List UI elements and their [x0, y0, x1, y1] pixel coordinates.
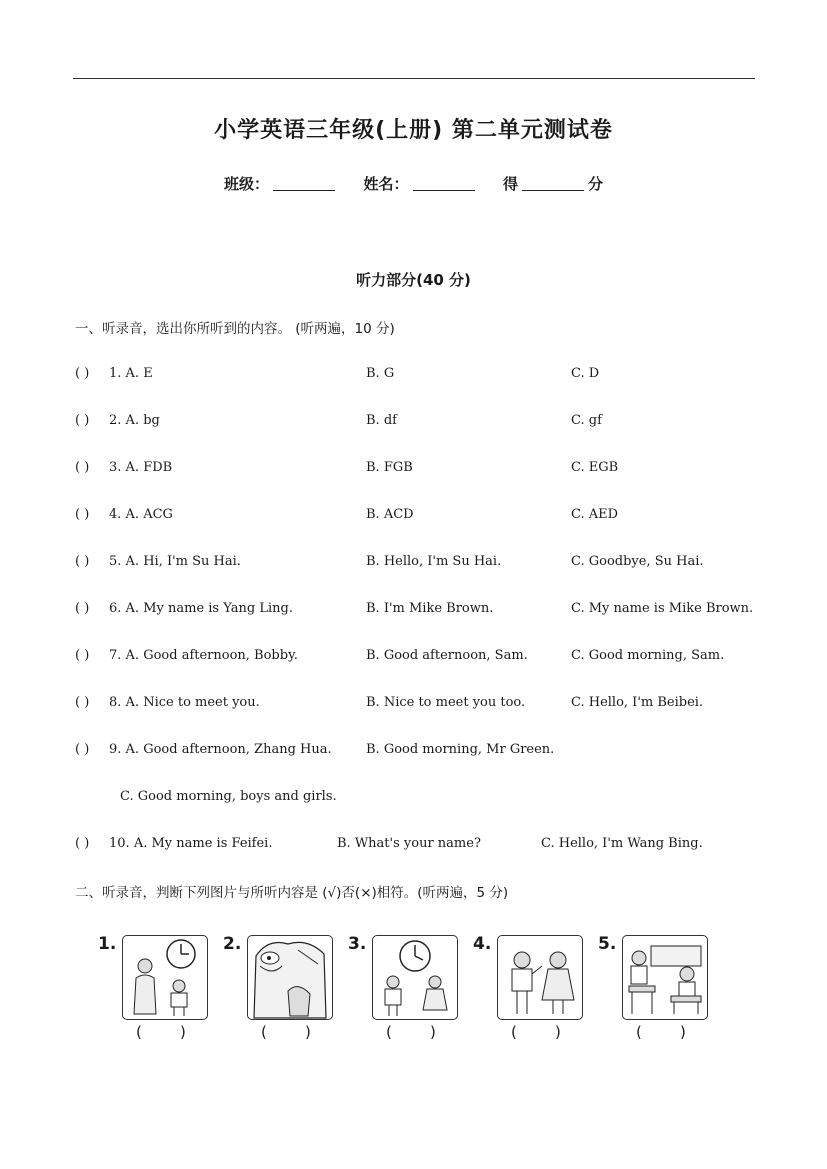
question-row	[75, 366, 795, 386]
boy-girl-greeting-illustration	[498, 936, 582, 1019]
option-a: A. Good afternoon, Bobby.	[125, 648, 298, 663]
question-row	[75, 554, 795, 574]
wolf-cartoon-illustration	[248, 936, 332, 1019]
option-c: C. EGB	[571, 460, 619, 475]
question-row	[75, 836, 795, 856]
listening-section-title: 听力部分(40 分)	[356, 271, 471, 289]
student-info-line	[0, 173, 827, 194]
boy-girl-greeting-picture	[497, 935, 583, 1020]
question-number: 1.	[109, 366, 122, 381]
part1-instruction: 一、听录音，选出你所听到的内容。 (听两遍，10 分)	[75, 321, 395, 337]
question-row	[75, 507, 795, 527]
answer-paren[interactable]: ( )	[75, 366, 90, 381]
option-b: B. G	[366, 366, 395, 381]
woman-boy-clock-picture	[122, 935, 208, 1020]
header-rule	[73, 78, 755, 79]
picture-item	[223, 932, 333, 1042]
question-number: 6.	[109, 601, 122, 616]
option-b: B. Good afternoon, Sam.	[366, 648, 528, 663]
students-at-desks-picture	[622, 935, 708, 1020]
name-label: 姓名：	[363, 175, 409, 193]
question-number: 4.	[109, 507, 122, 522]
option-b: B. ACD	[366, 507, 414, 522]
score-blank[interactable]	[522, 176, 584, 191]
question-row	[75, 413, 795, 433]
option-c: C. AED	[571, 507, 619, 522]
question-number: 8.	[109, 695, 122, 710]
picture-number: 4.	[473, 934, 492, 954]
option-b: B. What's your name?	[337, 836, 481, 851]
question-row	[75, 742, 795, 762]
picture-number: 1.	[98, 934, 117, 954]
part2-instruction: 二、听录音，判断下列图片与所听内容是 (√)否(×)相符。(听两遍，5 分)	[75, 885, 509, 901]
students-at-desks-illustration	[623, 936, 707, 1019]
score-label: 得	[502, 175, 518, 193]
option-a: A. ACG	[125, 507, 173, 522]
option-c: C. Hello, I'm Beibei.	[571, 695, 704, 710]
option-b: B. Nice to meet you too.	[366, 695, 526, 710]
question-number: 7.	[109, 648, 122, 663]
option-b: B. Hello, I'm Su Hai.	[366, 554, 502, 569]
answer-paren[interactable]: ( )	[75, 554, 90, 569]
answer-paren[interactable]: ( )	[75, 413, 90, 428]
page-title: 小学英语三年级(上册) 第二单元测试卷	[214, 118, 613, 143]
option-a: A. E	[125, 366, 153, 381]
option-c: C. Good morning, Sam.	[571, 648, 725, 663]
question-number: 3.	[109, 460, 122, 475]
class-label: 班级：	[224, 175, 270, 193]
picture-item	[473, 932, 583, 1042]
name-blank[interactable]	[413, 176, 475, 191]
option-c: C. Hello, I'm Wang Bing.	[541, 836, 703, 851]
question-row	[75, 601, 795, 621]
question-row-continued	[75, 789, 795, 809]
option-c: C. Good morning, boys and girls.	[120, 789, 337, 804]
wolf-cartoon-picture	[247, 935, 333, 1020]
picture-item	[348, 932, 458, 1042]
answer-paren[interactable]: ( )	[75, 601, 90, 616]
answer-paren[interactable]: ( )	[75, 507, 90, 522]
answer-paren[interactable]: ( )	[75, 460, 90, 475]
option-a: A. bg	[125, 413, 160, 428]
option-a: A. Nice to meet you.	[125, 695, 260, 710]
answer-paren[interactable]: ( )	[75, 742, 90, 757]
option-c: C. gf	[571, 413, 602, 428]
question-number: 9.	[109, 742, 122, 757]
option-a: A. Hi, I'm Su Hai.	[125, 554, 241, 569]
answer-paren[interactable]: ( )	[75, 695, 90, 710]
question-row	[75, 648, 795, 668]
picture-number: 3.	[348, 934, 367, 954]
answer-paren[interactable]: ( )	[261, 1023, 311, 1041]
picture-item	[98, 932, 208, 1042]
question-row	[75, 695, 795, 715]
picture-row	[98, 932, 718, 1052]
option-c: C. D	[571, 366, 600, 381]
question-number: 2.	[109, 413, 122, 428]
boy-girl-clock-picture	[372, 935, 458, 1020]
answer-paren[interactable]: ( )	[75, 648, 90, 663]
question-number: 10.	[109, 836, 130, 851]
option-b: B. df	[366, 413, 397, 428]
answer-paren[interactable]: ( )	[136, 1023, 186, 1041]
picture-number: 5.	[598, 934, 617, 954]
option-a: A. Good afternoon, Zhang Hua.	[125, 742, 332, 757]
woman-boy-clock-illustration	[123, 936, 207, 1019]
question-number: 5.	[109, 554, 122, 569]
boy-girl-clock-illustration	[373, 936, 457, 1019]
option-a: A. FDB	[125, 460, 173, 475]
option-b: B. FGB	[366, 460, 413, 475]
answer-paren[interactable]: ( )	[511, 1023, 561, 1041]
option-b: B. I'm Mike Brown.	[366, 601, 494, 616]
option-c: C. Goodbye, Su Hai.	[571, 554, 704, 569]
picture-item	[598, 932, 708, 1042]
question-row	[75, 460, 795, 480]
option-b: B. Good morning, Mr Green.	[366, 742, 555, 757]
answer-paren[interactable]: ( )	[75, 836, 90, 851]
answer-paren[interactable]: ( )	[636, 1023, 686, 1041]
score-unit: 分	[587, 175, 603, 193]
class-blank[interactable]	[273, 176, 335, 191]
option-a: A. My name is Feifei.	[133, 836, 273, 851]
option-a: A. My name is Yang Ling.	[125, 601, 293, 616]
picture-number: 2.	[223, 934, 242, 954]
option-c: C. My name is Mike Brown.	[571, 601, 754, 616]
answer-paren[interactable]: ( )	[386, 1023, 436, 1041]
